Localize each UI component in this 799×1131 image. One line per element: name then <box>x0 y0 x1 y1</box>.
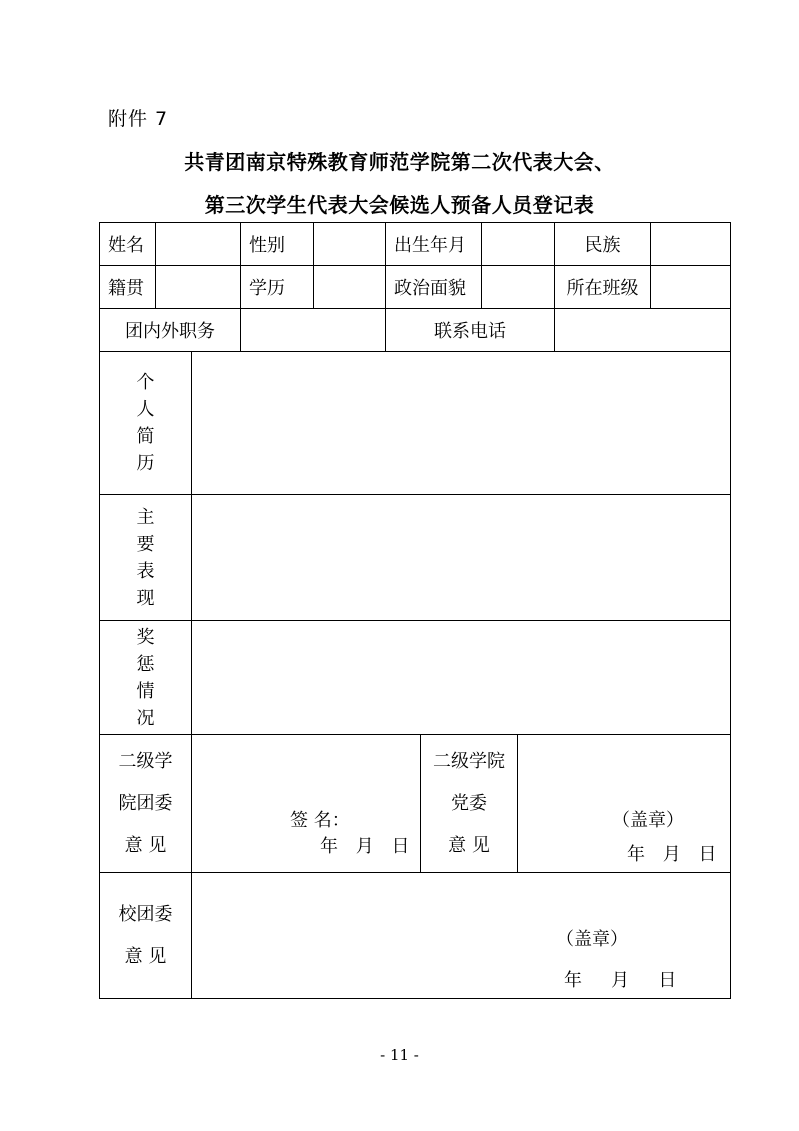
label-resume <box>99 351 191 494</box>
label-school-league-opinion <box>99 872 191 999</box>
label-name: 姓名 <box>99 222 155 265</box>
field-resume[interactable] <box>191 351 731 494</box>
field-education[interactable] <box>313 265 385 308</box>
college-party-seal: （盖章） <box>612 810 684 831</box>
label-char: 要 <box>136 533 155 555</box>
label-line: 校团委 <box>118 903 173 925</box>
label-char: 主 <box>136 506 155 528</box>
field-rewards[interactable] <box>191 620 731 734</box>
label-char: 况 <box>136 707 155 729</box>
field-phone[interactable] <box>554 308 731 351</box>
label-line: 意 见 <box>124 945 167 967</box>
label-char: 人 <box>136 399 155 420</box>
label-line: 意 见 <box>124 834 167 856</box>
school-league-seal: （盖章） <box>556 929 628 950</box>
label-ethnicity: 民族 <box>554 222 650 265</box>
label-char: 现 <box>136 587 155 609</box>
field-political-status[interactable] <box>481 265 554 308</box>
field-name[interactable] <box>155 222 240 265</box>
label-birth-date: 出生年月 <box>385 222 481 265</box>
label-char: 情 <box>136 680 155 702</box>
college-party-date: 年 月 日 <box>627 844 723 865</box>
label-char: 简 <box>136 426 155 447</box>
label-line: 二级学院 <box>433 750 505 772</box>
label-char: 惩 <box>136 653 155 675</box>
label-char: 个 <box>136 372 155 393</box>
field-performance[interactable] <box>191 494 731 620</box>
form-title-line-1: 共青团南京特殊教育师范学院第二次代表大会、 <box>184 150 615 174</box>
field-class[interactable] <box>650 265 731 308</box>
college-league-date: 年 月 日 <box>320 836 416 857</box>
field-native-place[interactable] <box>155 265 240 308</box>
label-performance <box>99 494 191 620</box>
label-education: 学历 <box>240 265 313 308</box>
label-rewards <box>99 620 191 734</box>
label-line: 院团委 <box>118 792 173 814</box>
field-ethnicity[interactable] <box>650 222 731 265</box>
label-line: 党委 <box>451 792 487 814</box>
label-line: 意 见 <box>448 834 490 856</box>
label-char: 奖 <box>136 626 155 648</box>
label-gender: 性别 <box>240 222 313 265</box>
label-college-party-opinion <box>420 734 517 872</box>
label-class: 所在班级 <box>554 265 650 308</box>
school-league-date: 年 月 日 <box>564 970 680 991</box>
field-birth-date[interactable] <box>481 222 554 265</box>
label-char: 表 <box>136 560 155 582</box>
field-gender[interactable] <box>313 222 385 265</box>
college-league-sign: 签 名： <box>290 810 350 831</box>
label-line: 二级学 <box>118 750 173 772</box>
page-number: - 11 - <box>380 1046 419 1064</box>
label-political-status: 政治面貌 <box>385 265 481 308</box>
label-native-place: 籍贯 <box>99 265 155 308</box>
label-phone: 联系电话 <box>385 308 554 351</box>
label-college-league-opinion <box>99 734 191 872</box>
attachment-label: 附件 7 <box>108 108 169 130</box>
label-league-positions: 团内外职务 <box>99 308 240 351</box>
form-title-line-2: 第三次学生代表大会候选人预备人员登记表 <box>204 193 595 217</box>
field-league-positions[interactable] <box>240 308 385 351</box>
label-char: 历 <box>136 453 155 474</box>
